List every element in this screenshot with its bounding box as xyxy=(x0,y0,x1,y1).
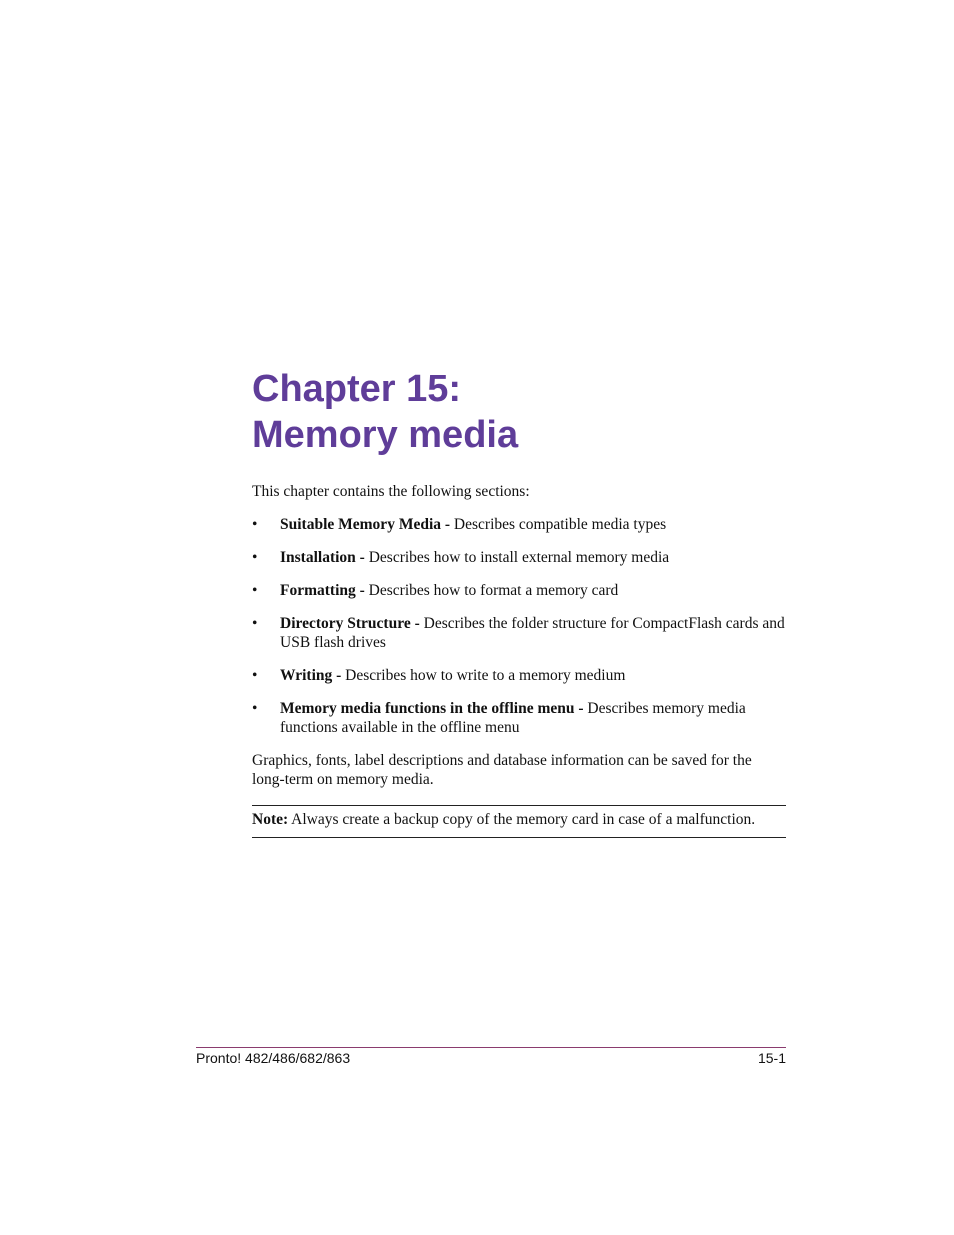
bullet-icon: • xyxy=(252,700,258,717)
section-term: Suitable Memory Media - xyxy=(280,516,451,533)
section-item-formatting xyxy=(252,581,786,600)
footer-product-name: Pronto! 482/486/682/863 xyxy=(196,1050,351,1066)
section-item-installation xyxy=(252,548,786,567)
memory-media-paragraph: Graphics, fonts, label descriptions and database information can be saved for the long-term on memory media. xyxy=(252,752,752,788)
section-list xyxy=(252,515,786,737)
chapter-title xyxy=(252,366,518,458)
chapter-title-line-1: Chapter 15: xyxy=(252,368,462,410)
bullet-icon: • xyxy=(252,549,258,566)
section-item-directory-structure xyxy=(252,614,786,652)
footer-divider xyxy=(196,1047,786,1048)
section-desc: Describes compatible media types xyxy=(450,516,667,533)
section-item-writing xyxy=(252,666,786,685)
section-term: Formatting - xyxy=(280,582,365,599)
footer-page-number: 15-1 xyxy=(757,1050,786,1066)
section-desc: Describes how to write to a memory medium xyxy=(341,667,626,684)
bullet-icon: • xyxy=(252,615,258,632)
bullet-icon: • xyxy=(252,667,258,684)
bullet-icon: • xyxy=(252,516,258,533)
section-item-suitable-memory-media xyxy=(252,515,786,534)
section-term: Writing - xyxy=(280,667,342,684)
note-label: Note: xyxy=(252,811,289,828)
bullet-icon: • xyxy=(252,582,258,599)
chapter-body xyxy=(252,482,786,838)
intro-text: This chapter contains the following sections: xyxy=(252,483,530,500)
section-term: Installation - xyxy=(280,549,365,566)
note-box xyxy=(252,805,786,838)
section-desc: Describes memory media functions available in the offline menu xyxy=(280,700,746,736)
note-text: Always create a backup copy of the memory card in case of a malfunction. xyxy=(288,811,756,828)
section-term: Directory Structure - xyxy=(280,615,420,632)
section-desc: Describes how to format a memory card xyxy=(364,582,619,599)
section-desc: Describes the folder structure for CompactFlash cards and USB flash drives xyxy=(280,615,785,651)
section-desc: Describes how to install external memory media xyxy=(364,549,670,566)
chapter-title-line-2: Memory media xyxy=(252,414,519,456)
section-item-offline-menu xyxy=(252,699,786,737)
section-term: Memory media functions in the offline menu - xyxy=(280,700,584,717)
